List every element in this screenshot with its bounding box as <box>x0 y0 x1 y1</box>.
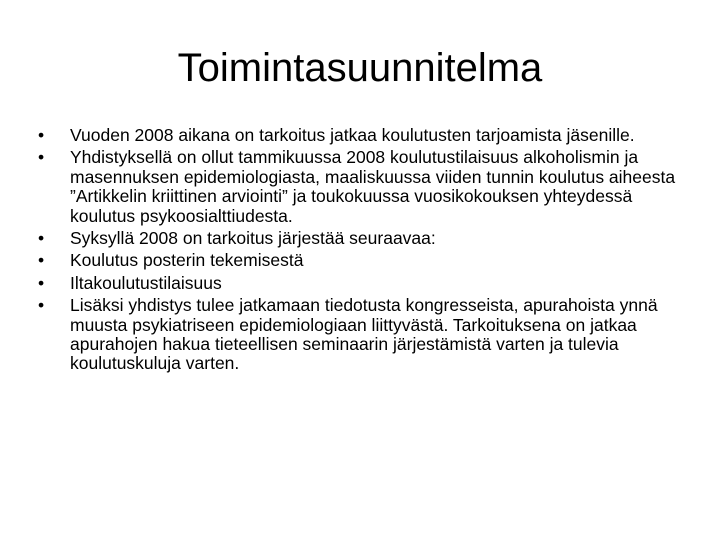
bullet-icon: • <box>38 272 45 293</box>
bullet-text: Syksyllä 2008 on tarkoitus järjestää seuraavaa: <box>70 228 436 249</box>
bullet-item <box>38 126 683 145</box>
bullet-icon: • <box>38 228 45 249</box>
bullet-item <box>38 274 683 293</box>
slide-title: Toimintasuunnitelma <box>177 46 543 90</box>
bullet-item <box>38 148 683 226</box>
bullet-text: Yhdistyksellä on ollut tammikuussa 2008 koulutustilaisuus alkoholismin ja masennuksen epidemiologiasta, maaliskuussa viiden tunnin koulutus aiheesta ”Artikkelin kriittinen arviointi” ja toukokuussa vuosikokouksen yhteydessä koulutus psykoosialttiudesta. <box>70 147 676 226</box>
bullet-text: Vuoden 2008 aikana on tarkoitus jatkaa koulutusten tarjoamista jäsenille. <box>70 125 635 145</box>
bullet-item <box>38 296 683 374</box>
bullet-text: Lisäksi yhdistys tulee jatkamaan tiedotusta kongresseista, apurahoista ynnä muusta psykiatriseen epidemiologiaan liittyvästä. Tarkoituksena on jatkaa apurahojen hakua tieteellisen seminaarin järjestämistä varten ja tulevia koulutuskuluja varten. <box>70 295 658 374</box>
bullet-item <box>38 251 683 270</box>
bullet-icon: • <box>38 295 45 316</box>
bullet-item <box>38 229 683 248</box>
bullet-icon: • <box>38 125 45 145</box>
bullet-icon: • <box>38 250 45 271</box>
bullet-icon: • <box>38 147 45 168</box>
bullet-text: Iltakoulutustilaisuus <box>70 272 222 293</box>
bullet-list <box>38 126 683 377</box>
bullet-text: Koulutus posterin tekemisestä <box>70 250 304 271</box>
